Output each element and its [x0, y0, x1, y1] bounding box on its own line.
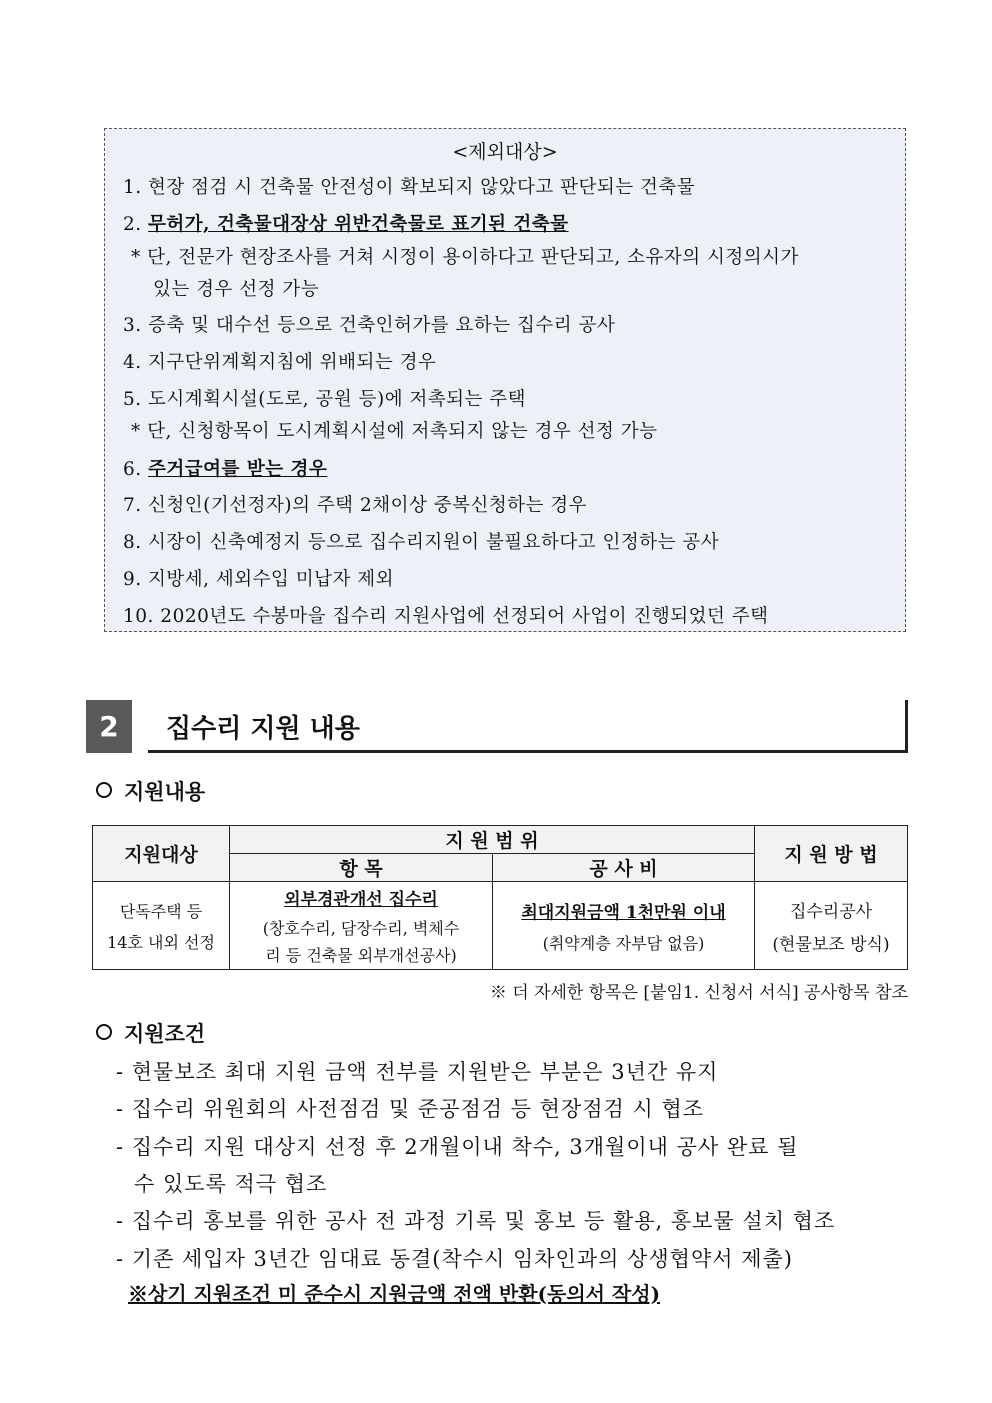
exclusion-item: 3. 증축 및 대수선 등으로 건축인허가를 요하는 집수리 공사: [123, 315, 616, 336]
exclusion-item-number: 2.: [123, 214, 149, 235]
exclusion-item: 7. 신청인(기선정자)의 주택 2채이상 중복신청하는 경우: [123, 495, 588, 516]
exclusion-title: <제외대상>: [452, 141, 558, 163]
condition-item-cont: 수 있도록 적극 협조: [134, 1172, 328, 1196]
support-conditions-heading: [96, 1018, 205, 1048]
exclusion-item-housing-benefit: [123, 455, 327, 481]
exclusion-item-unauthorized: [123, 210, 569, 236]
section-number: 2: [86, 700, 132, 753]
header-method: 지 원 방 법: [755, 826, 908, 882]
condition-warning: ※상기 지원조건 미 준수시 지원금액 전액 반환(동의서 작성): [128, 1282, 661, 1306]
header-target: 지원대상: [93, 826, 230, 882]
condition-item: - 집수리 홍보를 위한 공사 전 과정 기록 및 홍보 등 활용, 홍보물 설치 협조: [116, 1209, 836, 1233]
exclusion-item: 9. 지방세, 세외수입 미납자 제외: [123, 569, 395, 590]
condition-item: - 기존 세입자 3년간 임대료 동결(착수시 임차인과의 상생협약서 제출): [116, 1247, 793, 1271]
exclusion-item: 10. 2020년도 수봉마을 집수리 지원사업에 선정되어 사업이 진행되었던 주택: [123, 606, 769, 627]
item-title: 외부경관개선 집수리: [284, 890, 438, 910]
exclusion-item-number: 6.: [123, 459, 149, 480]
exclusion-item: 8. 시장이 신축예정지 등으로 집수리지원이 불필요하다고 인정하는 공사: [123, 532, 720, 553]
support-content-heading: [96, 776, 205, 806]
cell-item: [230, 882, 493, 970]
support-table: [92, 825, 908, 970]
header-item: 항 목: [230, 854, 493, 882]
exclusion-item: 5. 도시계획시설(도로, 공원 등)에 저촉되는 주택: [123, 389, 527, 410]
exclusion-item: 4. 지구단위계획지침에 위배되는 경우: [123, 352, 437, 373]
exclusion-note-cont: 있는 경우 선정 가능: [153, 279, 320, 300]
method-line: 집수리공사: [789, 901, 873, 922]
reference-note: ※ 더 자세한 항목은 [붙임1. 신청서 서식] 공사항목 참조: [489, 983, 908, 1003]
target-line: 14호 내외 선정: [107, 932, 215, 952]
cell-cost: [493, 882, 755, 970]
cost-sub: (취약계층 자부담 없음): [542, 933, 705, 953]
condition-item: - 집수리 위원회의 사전점검 및 준공점검 등 현장점검 시 협조: [116, 1097, 705, 1121]
exclusion-item-emphasis: 주거급여를 받는 경우: [148, 459, 328, 480]
method-line: (현물보조 방식): [772, 934, 890, 955]
cell-method: [755, 882, 908, 970]
section-header: [148, 700, 908, 753]
item-line: 리 등 건축물 외부개선공사): [265, 946, 457, 965]
item-line: (창호수리, 담장수리, 벽체수: [262, 919, 460, 938]
support-content-label: 지원내용: [124, 779, 206, 804]
condition-item: - 집수리 지원 대상지 선정 후 2개월이내 착수, 3개월이내 공사 완료 될: [116, 1135, 799, 1159]
exclusion-note: * 단, 전문가 현장조사를 거쳐 시정이 용이하다고 판단되고, 소유자의 시정의시가: [131, 247, 799, 268]
circle-bullet-icon: [96, 1024, 112, 1040]
exclusion-item: 1. 현장 점검 시 건축물 안전성이 확보되지 않았다고 판단되는 건축물: [123, 177, 696, 198]
support-conditions-label: 지원조건: [124, 1021, 206, 1046]
exclusion-item-emphasis: 무허가, 건축물대장상 위반건축물로 표기된 건축물: [148, 214, 569, 235]
target-line: 단독주택 등: [119, 901, 203, 921]
exclusion-note: * 단, 신청항목이 도시계획시설에 저촉되지 않는 경우 선정 가능: [131, 421, 658, 442]
header-scope: 지 원 범 위: [230, 826, 755, 854]
condition-item: - 현물보조 최대 지원 금액 전부를 지원받은 부분은 3년간 유지: [116, 1060, 719, 1084]
section-title: 집수리 지원 내용: [166, 714, 360, 744]
header-cost: 공 사 비: [493, 854, 755, 882]
exclusion-box: [104, 128, 906, 632]
cost-title: 최대지원금액 1천만원 이내: [521, 902, 726, 923]
cell-target: [93, 882, 230, 970]
circle-bullet-icon: [96, 782, 112, 798]
